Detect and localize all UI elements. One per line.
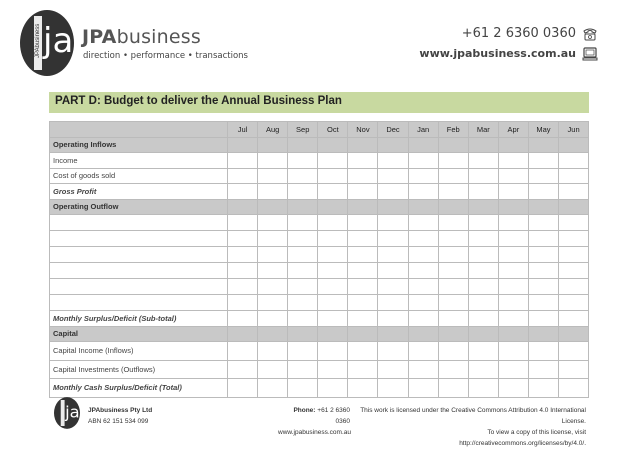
month-cell [318, 199, 348, 215]
month-cell[interactable] [438, 263, 468, 279]
month-cell[interactable] [228, 279, 258, 295]
month-cell [408, 137, 438, 153]
month-cell[interactable] [378, 247, 408, 263]
budget-table [49, 121, 589, 398]
month-cell [408, 326, 438, 342]
month-cell [559, 137, 589, 153]
month-cell[interactable] [378, 360, 408, 379]
month-cell[interactable] [468, 279, 498, 295]
month-cell[interactable] [258, 311, 288, 327]
month-cell[interactable] [318, 215, 348, 231]
brand-bold: JPA [82, 26, 117, 48]
month-cell[interactable] [559, 342, 589, 361]
month-cell[interactable] [378, 342, 408, 361]
row-label: Monthly Surplus/Deficit (Sub-total) [50, 311, 228, 327]
footer-company-name: JPAbusiness Pty Ltd [88, 407, 153, 414]
row-capital-income [50, 342, 589, 361]
month-cell[interactable] [288, 184, 318, 200]
month-cell[interactable] [438, 360, 468, 379]
month-cell [318, 137, 348, 153]
row-label: Cost of goods sold [50, 168, 228, 184]
brand-rest: business [116, 26, 201, 48]
month-cell[interactable] [378, 168, 408, 184]
month-cell [498, 199, 528, 215]
month-cell [258, 326, 288, 342]
month-cell[interactable] [498, 311, 528, 327]
month-cell [378, 137, 408, 153]
month-cell[interactable] [378, 379, 408, 398]
month-cell [348, 137, 378, 153]
month-cell[interactable] [528, 247, 558, 263]
month-cell[interactable] [528, 215, 558, 231]
label-column-header [50, 122, 228, 138]
month-cell[interactable] [258, 263, 288, 279]
month-cell[interactable] [559, 379, 589, 398]
month-cell[interactable] [288, 153, 318, 169]
month-cell[interactable] [528, 184, 558, 200]
jpa-logo [20, 10, 74, 76]
month-cell [258, 199, 288, 215]
month-cell[interactable] [348, 215, 378, 231]
month-cell[interactable] [288, 168, 318, 184]
footer-logo [54, 397, 80, 429]
phone-icon [582, 26, 598, 42]
month-cell[interactable] [408, 311, 438, 327]
month-cell[interactable] [408, 184, 438, 200]
month-cell[interactable] [498, 215, 528, 231]
footer-abn: ABN 62 151 534 099 [88, 418, 149, 425]
month-cell[interactable] [408, 295, 438, 311]
month-cell [528, 326, 558, 342]
month-cell[interactable] [438, 311, 468, 327]
row-label: Operating Outflow [50, 199, 228, 215]
month-cell [559, 199, 589, 215]
month-cell[interactable] [438, 153, 468, 169]
month-cell[interactable] [258, 295, 288, 311]
month-header: Apr [498, 122, 528, 138]
month-cell[interactable] [498, 247, 528, 263]
month-header: Nov [348, 122, 378, 138]
blank-row [50, 247, 589, 263]
month-cell[interactable] [258, 168, 288, 184]
month-cell[interactable] [288, 215, 318, 231]
month-cell[interactable] [438, 342, 468, 361]
month-cell[interactable] [378, 295, 408, 311]
month-cell[interactable] [528, 295, 558, 311]
logo-letters: ja [43, 21, 74, 61]
month-cell [228, 199, 258, 215]
month-cell[interactable] [528, 360, 558, 379]
month-cell[interactable] [468, 342, 498, 361]
row-monthly-cash [50, 379, 589, 398]
license-line-1: This work is licensed under the Creative Commons Attribution 4.0 International License. [360, 407, 586, 425]
month-cell[interactable] [468, 379, 498, 398]
month-cell [228, 326, 258, 342]
month-cell[interactable] [318, 279, 348, 295]
month-cell[interactable] [559, 247, 589, 263]
month-header: May [528, 122, 558, 138]
month-cell [468, 326, 498, 342]
month-cell[interactable] [318, 168, 348, 184]
month-cell [559, 326, 589, 342]
month-cell [378, 326, 408, 342]
month-cell[interactable] [258, 379, 288, 398]
month-cell [498, 326, 528, 342]
row-label [50, 279, 228, 295]
footer-license [360, 405, 586, 449]
month-cell[interactable] [258, 215, 288, 231]
month-cell[interactable] [408, 263, 438, 279]
month-cell[interactable] [318, 231, 348, 247]
blank-row [50, 295, 589, 311]
month-cell[interactable] [528, 342, 558, 361]
month-cell[interactable] [258, 279, 288, 295]
month-cell[interactable] [528, 153, 558, 169]
month-cell[interactable] [288, 311, 318, 327]
month-cell [528, 199, 558, 215]
month-cell[interactable] [528, 311, 558, 327]
month-cell[interactable] [348, 379, 378, 398]
row-monthly-surplus [50, 311, 589, 327]
month-cell[interactable] [318, 360, 348, 379]
month-cell[interactable] [378, 263, 408, 279]
month-cell [468, 137, 498, 153]
month-cell[interactable] [438, 379, 468, 398]
month-header: Jul [228, 122, 258, 138]
month-cell [438, 137, 468, 153]
month-cell[interactable] [468, 215, 498, 231]
month-cell[interactable] [408, 247, 438, 263]
month-cell [438, 199, 468, 215]
row-label [50, 247, 228, 263]
month-cell[interactable] [228, 247, 258, 263]
month-cell[interactable] [288, 231, 318, 247]
month-cell[interactable] [318, 379, 348, 398]
month-cell[interactable] [559, 215, 589, 231]
month-cell[interactable] [438, 231, 468, 247]
month-cell[interactable] [288, 263, 318, 279]
month-cell [258, 137, 288, 153]
month-cell[interactable] [378, 215, 408, 231]
section-title: PART D: Budget to deliver the Annual Business Plan [49, 92, 589, 113]
computer-icon [582, 46, 598, 62]
row-label: Operating Inflows [50, 137, 228, 153]
month-cell [468, 199, 498, 215]
month-header: Mar [468, 122, 498, 138]
month-cell [318, 326, 348, 342]
month-cell[interactable] [258, 247, 288, 263]
month-cell[interactable] [228, 215, 258, 231]
month-cell[interactable] [258, 153, 288, 169]
row-label: Monthly Cash Surplus/Deficit (Total) [50, 379, 228, 398]
month-cell[interactable] [348, 360, 378, 379]
blank-row [50, 231, 589, 247]
tagline: direction • performance • transactions [83, 51, 248, 61]
month-cell[interactable] [498, 342, 528, 361]
month-cell[interactable] [438, 247, 468, 263]
row-cost-of-goods [50, 168, 589, 184]
month-cell[interactable] [528, 168, 558, 184]
month-cell[interactable] [288, 379, 318, 398]
month-cell[interactable] [468, 184, 498, 200]
month-cell[interactable] [498, 295, 528, 311]
logo-side-text: JPAbusiness [35, 23, 41, 58]
header-phone: +61 2 6360 0360 [461, 26, 576, 41]
month-cell[interactable] [318, 247, 348, 263]
month-cell[interactable] [258, 342, 288, 361]
month-cell[interactable] [408, 168, 438, 184]
month-cell[interactable] [318, 342, 348, 361]
month-cell[interactable] [228, 231, 258, 247]
row-label [50, 231, 228, 247]
month-cell[interactable] [408, 379, 438, 398]
month-cell[interactable] [408, 153, 438, 169]
blank-row [50, 215, 589, 231]
month-cell[interactable] [468, 263, 498, 279]
header-website: www.jpabusiness.com.au [419, 47, 576, 60]
month-cell[interactable] [348, 231, 378, 247]
month-cell[interactable] [438, 184, 468, 200]
row-label: Capital Investments (Outflows) [50, 360, 228, 379]
month-cell[interactable] [318, 184, 348, 200]
month-cell[interactable] [228, 311, 258, 327]
month-cell[interactable] [468, 311, 498, 327]
month-cell[interactable] [468, 153, 498, 169]
month-cell[interactable] [468, 247, 498, 263]
month-cell[interactable] [468, 231, 498, 247]
footer-company [88, 405, 152, 427]
month-header: Jun [559, 122, 589, 138]
row-label: Capital [50, 326, 228, 342]
month-cell[interactable] [228, 295, 258, 311]
month-header: Aug [258, 122, 288, 138]
month-cell [288, 199, 318, 215]
month-header: Feb [438, 122, 468, 138]
month-cell[interactable] [228, 263, 258, 279]
month-cell[interactable] [228, 379, 258, 398]
row-operating-outflow [50, 199, 589, 215]
month-cell[interactable] [408, 360, 438, 379]
month-cell[interactable] [348, 153, 378, 169]
month-cell[interactable] [498, 153, 528, 169]
month-cell [498, 137, 528, 153]
month-cell[interactable] [288, 360, 318, 379]
row-label: Gross Profit [50, 184, 228, 200]
month-cell[interactable] [559, 153, 589, 169]
month-cell[interactable] [438, 279, 468, 295]
license-line-2: To view a copy of this license, visit http://creativecommons.org/licenses/by/4.0/. [459, 429, 586, 447]
month-cell[interactable] [498, 379, 528, 398]
month-cell[interactable] [559, 263, 589, 279]
month-cell[interactable] [559, 231, 589, 247]
row-label [50, 295, 228, 311]
month-cell[interactable] [559, 168, 589, 184]
month-header: Sep [288, 122, 318, 138]
month-cell[interactable] [559, 184, 589, 200]
month-cell[interactable] [288, 342, 318, 361]
row-capital-investments [50, 360, 589, 379]
month-cell[interactable] [498, 231, 528, 247]
month-cell[interactable] [228, 360, 258, 379]
month-cell[interactable] [378, 184, 408, 200]
month-cell [528, 137, 558, 153]
month-cell[interactable] [228, 342, 258, 361]
month-cell[interactable] [228, 153, 258, 169]
month-cell[interactable] [378, 231, 408, 247]
month-cell [348, 326, 378, 342]
footer-contact [278, 405, 350, 438]
month-cell[interactable] [528, 279, 558, 295]
row-label [50, 263, 228, 279]
month-cell[interactable] [528, 263, 558, 279]
month-header: Oct [318, 122, 348, 138]
month-cell[interactable] [348, 279, 378, 295]
month-cell[interactable] [438, 215, 468, 231]
month-cell[interactable] [348, 263, 378, 279]
month-cell[interactable] [498, 263, 528, 279]
month-cell[interactable] [408, 231, 438, 247]
month-cell [348, 199, 378, 215]
month-cell [378, 199, 408, 215]
month-cell[interactable] [258, 360, 288, 379]
month-cell[interactable] [318, 295, 348, 311]
month-cell[interactable] [559, 360, 589, 379]
month-cell[interactable] [258, 231, 288, 247]
month-cell[interactable] [348, 295, 378, 311]
month-cell[interactable] [438, 295, 468, 311]
month-cell[interactable] [559, 279, 589, 295]
month-cell[interactable] [258, 184, 288, 200]
month-cell[interactable] [378, 153, 408, 169]
month-cell[interactable] [288, 279, 318, 295]
month-cell[interactable] [348, 168, 378, 184]
footer-website: www.jpabusiness.com.au [278, 429, 351, 436]
month-cell[interactable] [498, 168, 528, 184]
month-cell[interactable] [378, 311, 408, 327]
row-label [50, 215, 228, 231]
month-cell[interactable] [438, 168, 468, 184]
month-cell[interactable] [498, 360, 528, 379]
month-cell[interactable] [318, 311, 348, 327]
month-cell [228, 137, 258, 153]
row-label: Income [50, 153, 228, 169]
month-cell [408, 199, 438, 215]
row-operating-inflows [50, 137, 589, 153]
month-cell[interactable] [228, 168, 258, 184]
month-cell[interactable] [348, 184, 378, 200]
footer-phone-label: Phone: [293, 407, 316, 414]
month-header: Jan [408, 122, 438, 138]
month-cell [438, 326, 468, 342]
month-cell[interactable] [288, 247, 318, 263]
month-cell[interactable] [348, 247, 378, 263]
month-cell[interactable] [408, 279, 438, 295]
month-cell[interactable] [468, 360, 498, 379]
month-cell[interactable] [468, 295, 498, 311]
month-cell[interactable] [408, 342, 438, 361]
blank-row [50, 279, 589, 295]
month-cell[interactable] [559, 311, 589, 327]
month-cell [288, 326, 318, 342]
month-cell[interactable] [528, 379, 558, 398]
month-cell[interactable] [318, 153, 348, 169]
month-cell[interactable] [348, 342, 378, 361]
month-cell[interactable] [498, 279, 528, 295]
blank-row [50, 263, 589, 279]
row-gross-profit [50, 184, 589, 200]
footer-logo-letters: ja [65, 402, 80, 422]
row-income [50, 153, 589, 169]
month-cell[interactable] [559, 295, 589, 311]
month-cell[interactable] [528, 231, 558, 247]
footer-phone: +61 2 6360 0360 [317, 407, 350, 425]
month-cell[interactable] [318, 263, 348, 279]
month-cell[interactable] [498, 184, 528, 200]
month-cell[interactable] [288, 295, 318, 311]
month-cell[interactable] [378, 279, 408, 295]
month-cell[interactable] [408, 215, 438, 231]
month-header-row [50, 122, 589, 138]
month-header: Dec [378, 122, 408, 138]
row-capital [50, 326, 589, 342]
month-cell[interactable] [348, 311, 378, 327]
row-label: Capital Income (Inflows) [50, 342, 228, 361]
month-cell [288, 137, 318, 153]
brand-name [82, 26, 201, 48]
month-cell[interactable] [228, 184, 258, 200]
month-cell[interactable] [468, 168, 498, 184]
